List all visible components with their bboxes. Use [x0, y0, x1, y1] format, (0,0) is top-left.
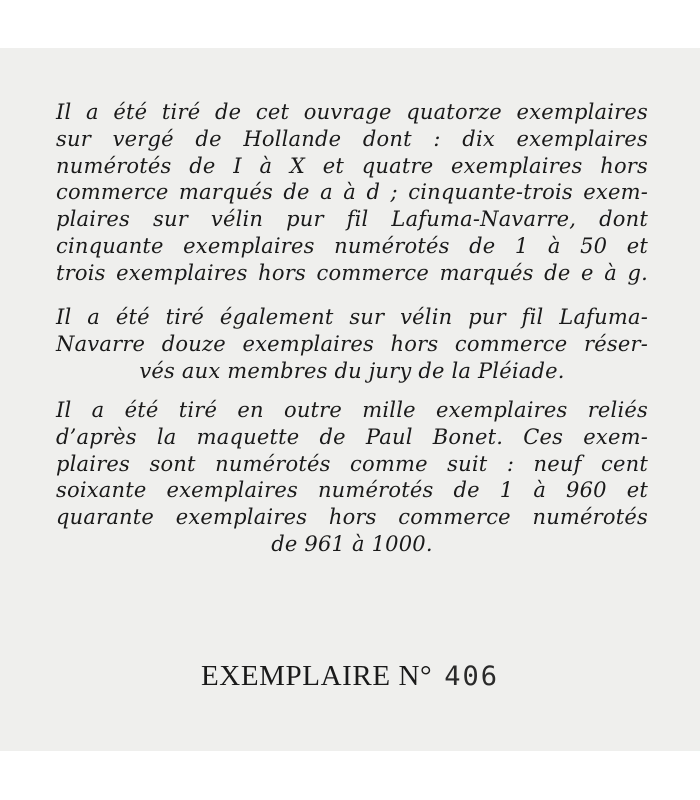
text-line: d’après la maquette de Paul Bonet. Ces exem-	[56, 424, 648, 449]
text-line: quarante exemplaires hors commerce numérotés	[56, 505, 648, 530]
text-line: vés aux membres du jury de la Pléiade.	[139, 358, 565, 383]
text-line: Il a été tiré en outre mille exemplaires reliés	[56, 398, 648, 422]
exemplaire-number-line	[0, 660, 700, 693]
text-line: de 961 à 1000.	[271, 531, 433, 556]
colophon-page	[0, 48, 700, 751]
exemplaire-number: 406	[444, 661, 500, 692]
text-line: commerce marqués de a à d ; cinquante-trois exem-	[56, 180, 648, 205]
exemplaire-label: EXEMPLAIRE N°	[200, 660, 433, 692]
text-line: trois exemplaires hors commerce marqués de e à g.	[56, 260, 648, 285]
text-line: numérotés de I à X et quatre exemplaires hors	[56, 153, 648, 178]
text-line: plaires sur vélin pur fil Lafuma-Navarre, dont	[56, 207, 648, 232]
text-line: Il a été tiré de cet ouvrage quatorze exemplaires	[56, 100, 648, 124]
text-line: plaires sont numérotés comme suit : neuf cent	[56, 451, 648, 476]
text-line: Il a été tiré également sur vélin pur fil Lafuma-	[56, 305, 648, 329]
paragraph-hollande	[56, 99, 648, 287]
paragraph-pleiade	[56, 304, 648, 384]
text-line: cinquante exemplaires numérotés de 1 à 50 et	[56, 233, 648, 258]
text-line: sur vergé de Hollande dont : dix exemplaires	[56, 126, 648, 151]
text-line: Navarre douze exemplaires hors commerce réser-	[56, 331, 648, 356]
text-line: soixante exemplaires numérotés de 1 à 960 et	[56, 478, 648, 503]
paragraph-relies	[56, 397, 648, 558]
